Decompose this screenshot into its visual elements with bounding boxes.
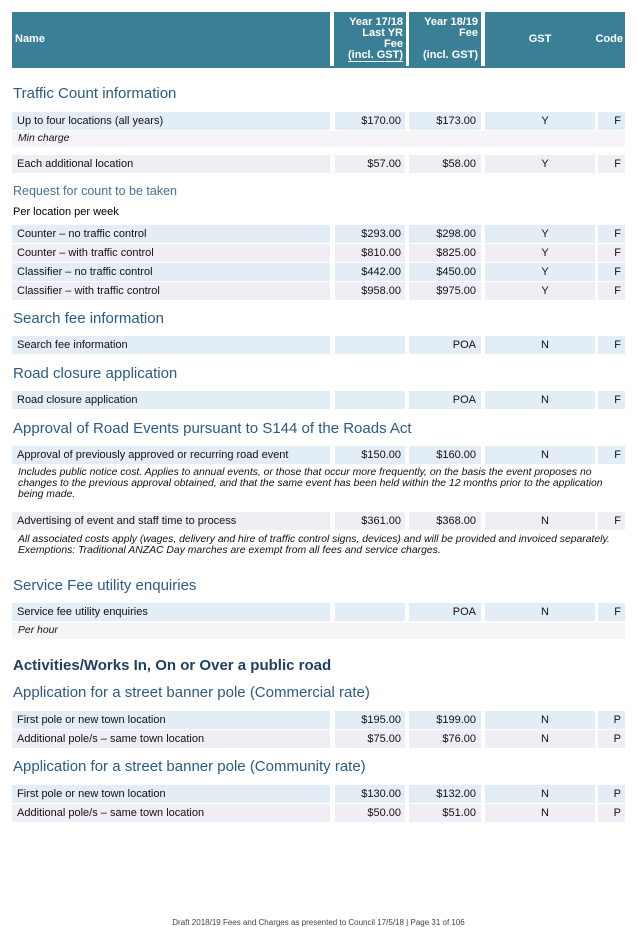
note-advertising: All associated costs apply (wages, delivery and hire of traffic control signs, devices) and will be provided and invoiced separately. Exemptions: Traditional ANZAC Day marches are exempt from all fees and service charges. (18, 534, 610, 556)
table-row: Search fee information POA N F (0, 336, 637, 354)
header-year1: Year 17/18 Last YR Fee (incl. GST) (334, 12, 406, 66)
section-search-fee: Search fee information (13, 310, 164, 327)
header-name: Name (12, 12, 330, 66)
subsection-commercial-banner: Application for a street banner pole (Commercial rate) (13, 684, 370, 701)
table-row: First pole or new town location $130.00 $132.00 N P (0, 785, 637, 803)
header-gst: GST (485, 12, 595, 66)
header-code: Code (595, 12, 625, 66)
label-per-location: Per location per week (13, 206, 119, 218)
table-row: Additional pole/s – same town location $75.00 $76.00 N P (0, 730, 637, 748)
section-road-events: Approval of Road Events pursuant to S144 of the Roads Act (13, 420, 412, 437)
table-row: First pole or new town location $195.00 $199.00 N P (0, 711, 637, 729)
header-divider (12, 66, 625, 68)
section-traffic-count: Traffic Count information (13, 85, 177, 102)
section-road-closure: Road closure application (13, 365, 178, 382)
page-footer: Draft 2018/19 Fees and Charges as presented to Council 17/5/18 | Page 31 of 106 (172, 918, 465, 927)
table-row: Counter – no traffic control $293.00 $298.00 Y F (0, 225, 637, 243)
table-row: Additional pole/s – same town location $50.00 $51.00 N P (0, 804, 637, 822)
subsection-request-count: Request for count to be taken (13, 184, 177, 198)
table-row: Counter – with traffic control $810.00 $825.00 Y F (0, 244, 637, 262)
table-row: Road closure application POA N F (0, 391, 637, 409)
table-row: Up to four locations (all years) $170.00 $173.00 Y F (0, 112, 637, 130)
table-row: Classifier – no traffic control $442.00 $450.00 Y F (0, 263, 637, 281)
subsection-community-banner: Application for a street banner pole (Community rate) (13, 758, 366, 775)
table-row: Service fee utility enquiries POA N F (0, 603, 637, 621)
table-row: Advertising of event and staff time to process $361.00 $368.00 N F (0, 512, 637, 530)
note-per-hour: Per hour (0, 623, 637, 639)
note-road-event: Includes public notice cost. Applies to annual events, or those that occur more frequently, on the basis the event proposes no changes to the previous approval obtained, and that the same event has been held within the 12 months prior to the application being made. (18, 467, 603, 500)
header-year2: Year 18/19 Fee (incl. GST) (409, 12, 481, 66)
section-activities: Activities/Works In, On or Over a public road (13, 657, 332, 674)
table-row: Classifier – with traffic control $958.00 $975.00 Y F (0, 282, 637, 300)
table-row: Each additional location $57.00 $58.00 Y F (0, 155, 637, 173)
note-min-charge: Min charge (0, 131, 637, 147)
section-service-fee: Service Fee utility enquiries (13, 577, 197, 594)
table-row: Approval of previously approved or recurring road event $150.00 $160.00 N F (0, 446, 637, 464)
